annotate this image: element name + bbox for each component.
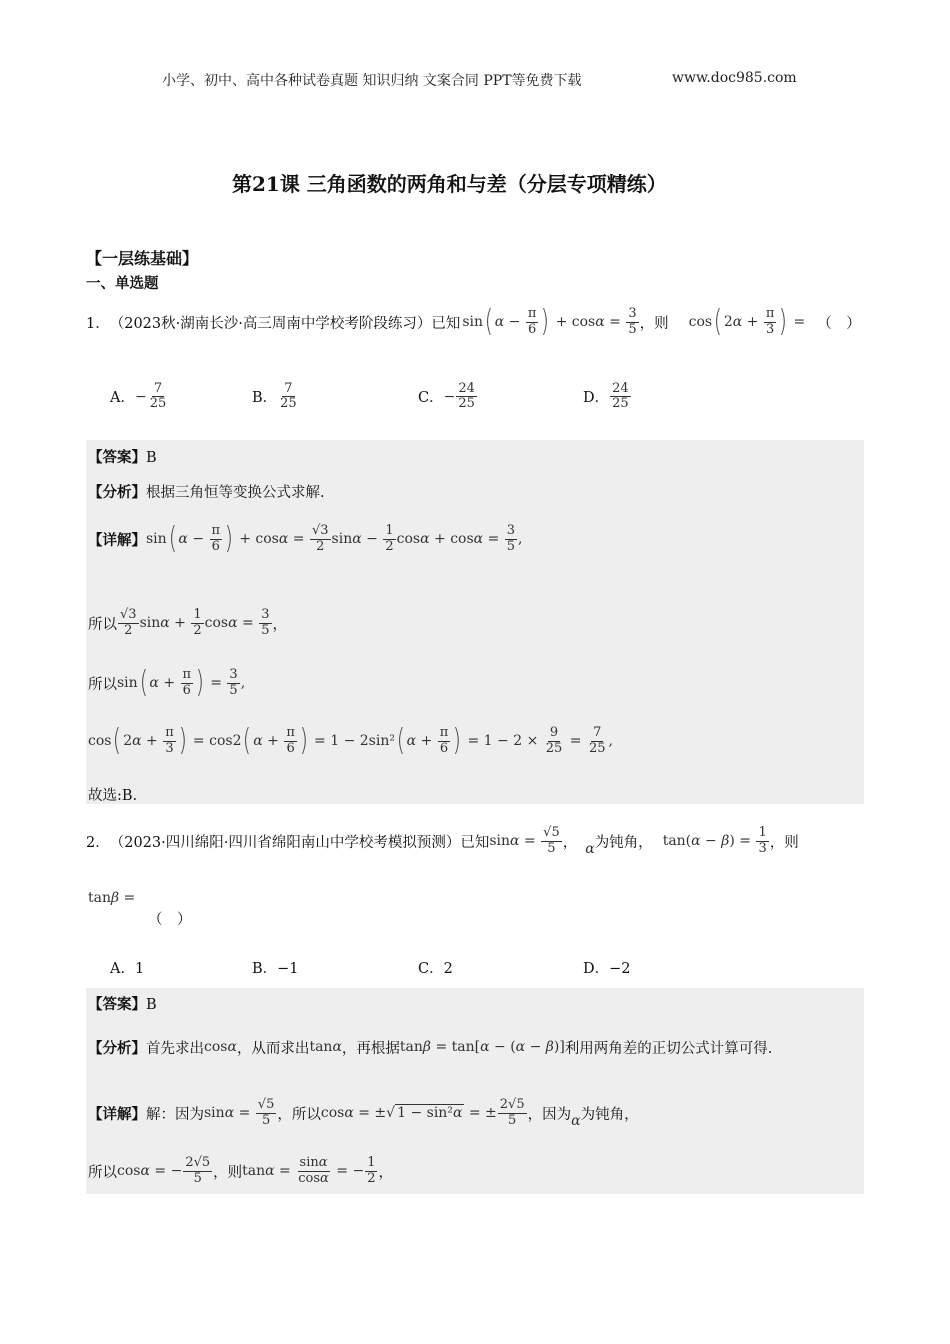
- target-expression: cos( 2α + $\frac{\pi}{3}$ ) =: [688, 304, 806, 339]
- question-source: （2023·四川绵阳·四川省绵阳南山中学校考模拟预测）已知: [109, 834, 490, 851]
- derivation-step-1: 所以 cosα = − $\frac{2√5}{5}$ ，则 tanα = $\frac{\sin\alpha}{\cos\alpha}$ = − $\frac{1}{2}$ ，: [88, 1155, 393, 1186]
- option-b[interactable]: B．−1: [252, 961, 299, 977]
- question-1: [86, 298, 861, 346]
- option-b[interactable]: B． $\frac{7}{25}$: [252, 381, 297, 412]
- option-c[interactable]: C．2: [418, 961, 453, 977]
- option-a[interactable]: A．1: [110, 961, 145, 977]
- then-text: ，则: [639, 315, 669, 332]
- header-promo-text: 小学、初中、高中各种试卷真题 知识归纳 文案合同 PPT等免费下载: [162, 73, 582, 89]
- option-c[interactable]: C． − $\frac{24}{25}$: [418, 381, 475, 412]
- header-site-link[interactable]: www.doc985.com: [672, 70, 797, 86]
- given-equation: sin( α − $\frac{\pi}{6}$ ) + cosα = $\frac{3}{5}$: [462, 304, 637, 339]
- section-type-heading: 一、单选题: [86, 275, 159, 292]
- answer-line: 【答案】B: [88, 996, 157, 1013]
- obtuse-text: 为钝角，: [594, 834, 653, 851]
- answer-line: 【答案】B: [88, 449, 157, 466]
- question-2: 2． （2023·四川绵阳·四川省绵阳南山中学校考模拟预测）已知 sinα = $\frac{√5}{5}$ ， α 为钝角， tan(α − β) = $\frac{1}{3}$ ，则: [86, 825, 799, 857]
- analysis-line: 【分析】根据三角恒等变换公式求解.: [88, 484, 325, 501]
- question-number: 2．: [86, 834, 110, 851]
- option-d[interactable]: D． $\frac{24}{25}$: [583, 381, 629, 412]
- section-level-heading: 【一层练基础】: [86, 249, 199, 268]
- answer-blank-q2: （ ）: [148, 912, 192, 928]
- answer-blank: （ ）: [817, 315, 861, 332]
- option-d[interactable]: D．−2: [583, 961, 631, 977]
- derivation-step-2: 所以 sin( α + $\frac{\pi}{6}$ ) = $\frac{3}{5}$ ,: [88, 665, 246, 700]
- option-a[interactable]: A． − $\frac{7}{25}$: [110, 381, 167, 412]
- question-2-target: tanβ =: [88, 890, 136, 906]
- conclusion-line: 故选:B.: [88, 788, 138, 804]
- page-title: 第21课 三角函数的两角和与差（分层专项精练）: [232, 172, 667, 196]
- question-number: 1．: [86, 315, 110, 332]
- detail-line: 【详解】 sin( α − $\frac{\pi}{6}$ ) + cosα = $\frac{√3}{2}$ sinα − $\frac{1}{2}$ cosα + cosα = $\frac{3}{5}$ ,: [88, 521, 523, 556]
- detail-line: 【详解】 解：因为 sinα = $\frac{√5}{5}$ ，所以 cosα = ±√ 1 − sin²α = ± $\frac{2√5}{5}$ ，因为 α 为钝角，: [88, 1097, 639, 1129]
- derivation-step-1: 所以 $\frac{√3}{2}$ sinα + $\frac{1}{2}$ cosα = $\frac{3}{5}$ ，: [88, 607, 287, 638]
- analysis-line: 【分析】 首先求出 cosα ，从而求出 tanα ，再根据 tanβ = tan[α − (α − β)] 利用两角差的正切公式计算可得.: [88, 1039, 773, 1057]
- question-source: （2023秋·湖南长沙·高三周南中学校考阶段练习）已知: [109, 315, 461, 332]
- derivation-step-3: cos( 2α + $\frac{\pi}{3}$ ) = cos2( α + $\frac{\pi}{6}$ ) = 1 − 2sin²( α + $\frac{\pi}{6}$ ) = 1 − 2 × $\frac{9}{25}$ = $\frac{7}{25}$ ,: [88, 723, 613, 758]
